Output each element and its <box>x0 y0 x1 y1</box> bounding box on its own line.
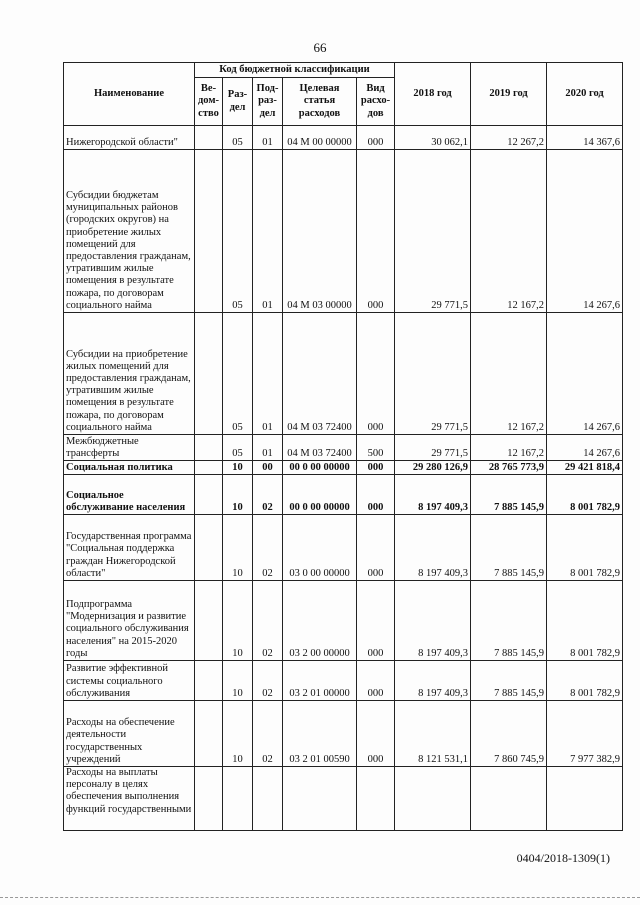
row-csr: 00 0 00 00000 <box>283 475 357 515</box>
row-podrazdel: 02 <box>253 701 283 767</box>
row-name: Расходы на выплаты персоналу в целях обеспечения выполнения функций государственными <box>64 767 195 831</box>
row-2020: 14 367,6 <box>547 126 623 150</box>
row-2019: 7 885 145,9 <box>471 475 547 515</box>
row-vedomstvo <box>195 150 223 313</box>
header-2018: 2018 год <box>395 63 471 126</box>
row-csr: 04 М 03 72400 <box>283 313 357 435</box>
row-podrazdel: 00 <box>253 461 283 475</box>
row-csr: 04 М 03 72400 <box>283 435 357 461</box>
row-2019: 28 765 773,9 <box>471 461 547 475</box>
page-edge-divider <box>0 897 640 898</box>
row-2018: 29 280 126,9 <box>395 461 471 475</box>
table-row <box>64 767 623 831</box>
document-code: 0404/2018-1309(1) <box>516 851 610 865</box>
row-2018: 8 197 409,3 <box>395 475 471 515</box>
row-2018: 29 771,5 <box>395 435 471 461</box>
row-podrazdel: 02 <box>253 661 283 701</box>
row-vedomstvo <box>195 515 223 581</box>
row-csr: 04 М 00 00000 <box>283 126 357 150</box>
row-csr: 03 2 00 00000 <box>283 581 357 661</box>
header-vid-rashodov: Вид расхо-дов <box>357 78 395 126</box>
row-2018: 29 771,5 <box>395 313 471 435</box>
row-2018: 8 197 409,3 <box>395 661 471 701</box>
row-2018: 8 197 409,3 <box>395 515 471 581</box>
row-csr: 03 2 01 00590 <box>283 701 357 767</box>
row-razdel: 05 <box>223 126 253 150</box>
row-2019: 7 860 745,9 <box>471 701 547 767</box>
row-vedomstvo <box>195 475 223 515</box>
row-2020: 8 001 782,9 <box>547 581 623 661</box>
header-2020: 2020 год <box>547 63 623 126</box>
row-name: Социальная политика <box>64 461 195 475</box>
table-row <box>64 461 623 475</box>
row-vedomstvo <box>195 435 223 461</box>
row-2020: 29 421 818,4 <box>547 461 623 475</box>
budget-table <box>63 62 623 831</box>
row-vid: 000 <box>357 701 395 767</box>
row-name: Социальное обслуживание населения <box>64 475 195 515</box>
row-vedomstvo <box>195 661 223 701</box>
row-name: Развитие эффективной системы социального обслуживания <box>64 661 195 701</box>
row-podrazdel: 02 <box>253 515 283 581</box>
row-2019: 7 885 145,9 <box>471 581 547 661</box>
row-csr: 03 2 01 00000 <box>283 661 357 701</box>
row-vedomstvo <box>195 581 223 661</box>
header-razdel: Раз-дел <box>223 78 253 126</box>
header-vedomstvo: Ве-дом-ство <box>195 78 223 126</box>
row-razdel: 05 <box>223 150 253 313</box>
row-razdel: 10 <box>223 701 253 767</box>
page-number: 66 <box>313 40 327 55</box>
row-2019: 7 885 145,9 <box>471 515 547 581</box>
row-name: Подпрограмма "Модернизация и развитие социального обслуживания населения" на 2015-2020 годы <box>64 581 195 661</box>
row-vedomstvo <box>195 701 223 767</box>
row-vid: 000 <box>357 313 395 435</box>
row-2019: 12 167,2 <box>471 150 547 313</box>
row-csr: 00 0 00 00000 <box>283 461 357 475</box>
row-vid: 000 <box>357 461 395 475</box>
row-name: Субсидии на приобретение жилых помещений для предоставления гражданам, утратившим жилые помещения в результате пожара, по договорам социального найма <box>64 313 195 435</box>
row-razdel: 10 <box>223 661 253 701</box>
row-2018: 8 197 409,3 <box>395 581 471 661</box>
row-razdel: 05 <box>223 435 253 461</box>
header-classification: Код бюджетной классификации <box>195 63 395 78</box>
table-row <box>64 313 623 435</box>
row-razdel <box>223 767 253 831</box>
row-podrazdel <box>253 767 283 831</box>
row-2019: 12 167,2 <box>471 435 547 461</box>
row-podrazdel: 01 <box>253 126 283 150</box>
row-vedomstvo <box>195 313 223 435</box>
row-csr: 04 М 03 00000 <box>283 150 357 313</box>
row-vid: 500 <box>357 435 395 461</box>
row-podrazdel: 01 <box>253 313 283 435</box>
header-name: Наименование <box>64 63 195 126</box>
row-2020: 14 267,6 <box>547 313 623 435</box>
row-2020: 8 001 782,9 <box>547 661 623 701</box>
table-row <box>64 475 623 515</box>
row-2020: 7 977 382,9 <box>547 701 623 767</box>
table-row <box>64 661 623 701</box>
row-2019: 12 267,2 <box>471 126 547 150</box>
header-podrazdel: Под-раз-дел <box>253 78 283 126</box>
row-vid <box>357 767 395 831</box>
row-vedomstvo <box>195 767 223 831</box>
table-row <box>64 515 623 581</box>
row-vid: 000 <box>357 150 395 313</box>
row-vid: 000 <box>357 475 395 515</box>
row-podrazdel: 02 <box>253 581 283 661</box>
table-row <box>64 435 623 461</box>
row-razdel: 05 <box>223 313 253 435</box>
header-celevaya-statya: Целевая статья расходов <box>283 78 357 126</box>
row-2018: 30 062,1 <box>395 126 471 150</box>
table-row <box>64 701 623 767</box>
row-vedomstvo <box>195 461 223 475</box>
header-2019: 2019 год <box>471 63 547 126</box>
row-vid: 000 <box>357 515 395 581</box>
row-csr: 03 0 00 00000 <box>283 515 357 581</box>
table-row <box>64 581 623 661</box>
row-razdel: 10 <box>223 581 253 661</box>
row-name: Расходы на обеспечение деятельности государственных учреждений <box>64 701 195 767</box>
row-vedomstvo <box>195 126 223 150</box>
row-2019: 7 885 145,9 <box>471 661 547 701</box>
row-razdel: 10 <box>223 475 253 515</box>
row-podrazdel: 01 <box>253 150 283 313</box>
row-razdel: 10 <box>223 461 253 475</box>
row-2019 <box>471 767 547 831</box>
row-razdel: 10 <box>223 515 253 581</box>
row-2018: 8 121 531,1 <box>395 701 471 767</box>
row-vid: 000 <box>357 126 395 150</box>
row-name: Государственная программа "Социальная поддержка граждан Нижегородской области" <box>64 515 195 581</box>
row-2020: 14 267,6 <box>547 435 623 461</box>
row-podrazdel: 01 <box>253 435 283 461</box>
row-2019: 12 167,2 <box>471 313 547 435</box>
row-2020 <box>547 767 623 831</box>
row-vid: 000 <box>357 581 395 661</box>
row-vid: 000 <box>357 661 395 701</box>
row-2020: 8 001 782,9 <box>547 475 623 515</box>
row-csr <box>283 767 357 831</box>
table-row <box>64 150 623 313</box>
row-name: Межбюджетные трансферты <box>64 435 195 461</box>
table-row <box>64 126 623 150</box>
row-2018: 29 771,5 <box>395 150 471 313</box>
row-2020: 14 267,6 <box>547 150 623 313</box>
row-2020: 8 001 782,9 <box>547 515 623 581</box>
row-name: Нижегородской области" <box>64 126 195 150</box>
row-podrazdel: 02 <box>253 475 283 515</box>
row-2018 <box>395 767 471 831</box>
row-name: Субсидии бюджетам муниципальных районов (городских округов) на приобретение жилых помещений для предоставления гражданам, утратившим жилые помещения в результате пожара, по договорам социального найма <box>64 150 195 313</box>
